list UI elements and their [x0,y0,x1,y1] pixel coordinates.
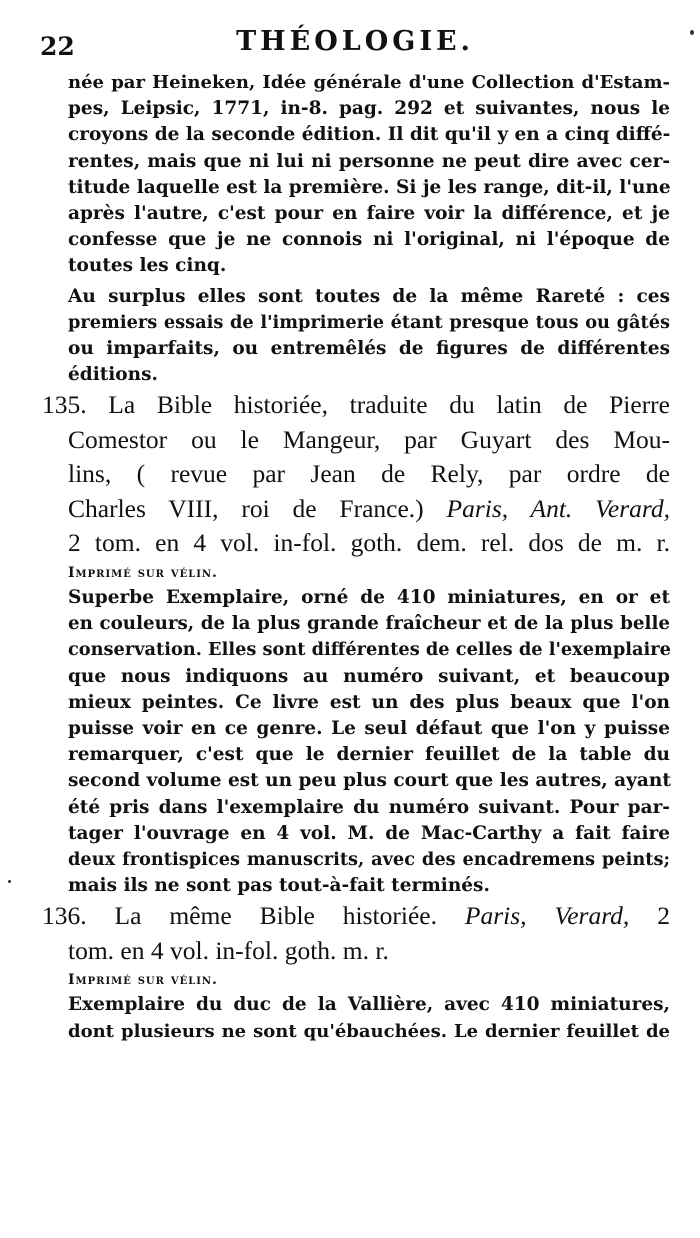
entry-title-line: lins, ( revue par Jean de Rely, par ordre de [68,459,670,489]
text-line: premiers essais de l'imprimerie étant presque tous ou gâtés [68,311,670,333]
text-line: née par Heineken, Idée générale d'une Collection d'Estam- [68,72,670,93]
entry-135 [42,388,671,899]
entry-title-line: 2 tom. en 4 vol. in-fol. goth. dem. rel. dos de m. r. [68,528,670,558]
text-line: mais ils ne sont pas tout-à-fait terminés. [68,875,490,897]
text-line: toutes les cinq. [68,255,227,277]
vellum-note: Imprimé sur vélin. [68,564,218,581]
text-line: éditions. [68,364,158,386]
ink-speck [690,30,694,35]
text-line: second volume est un peu plus court que les autres, ayant [68,770,671,792]
entry-imprint: Paris, Ant. Verard, [446,493,670,523]
text-line: titude laquelle est la première. Si je les range, dit-il, l'une [68,176,671,198]
entry-title-line [68,492,670,527]
paragraph-rarete [68,284,670,389]
entry-title-text: 136. La même Bible historiée. [42,901,465,931]
text-line: dont plusieurs ne sont qu'ébauchées. Le dernier feuillet de [68,1020,670,1042]
entry-title-line [42,899,670,934]
page-text [42,70,671,1045]
entry-title-text: 2 [629,901,670,931]
ink-speck [8,880,11,883]
running-title: THÉOLOGIE. [236,26,474,57]
text-line: mieux peintes. Ce livre est un des plus beaux que l'on [68,691,670,713]
entry-title-line: 135. La Bible historiée, traduite du latin de Pierre [42,390,670,420]
entry-136 [42,899,670,1044]
text-line: ou imparfaits, ou entremêlés de figures de différentes [68,338,670,360]
text-line: croyons de la seconde édition. Il dit qu'il y en a cinq diffé- [68,124,671,146]
text-line: pes, Leipsic, 1771, in-8. pag. 292 et suivantes, nous le [68,98,670,120]
entry-title-line: Comestor ou le Mangeur, par Guyart des Mou- [68,424,670,454]
page-header [40,26,670,62]
text-line: été pris dans l'exemplaire du numéro suivant. Pour par- [68,796,670,818]
text-line: que nous indiquons au numéro suivant, et beaucoup [68,665,670,687]
text-line: tager l'ouvrage en 4 vol. M. de Mac-Carthy a fait faire [68,822,670,844]
text-line: remarquer, c'est que le dernier feuillet de la table du [68,744,670,766]
text-line: deux frontispices manuscrits, avec des encadremens peints; [68,848,670,870]
text-line: Exemplaire du duc de la Vallière, avec 410 miniatures, [68,994,670,1016]
entry-description [68,992,670,1044]
text-line: après l'autre, c'est pour en faire voir la différence, et je [68,203,670,225]
text-line: puisse voir en ce genre. Le seul défaut que l'on y puisse [68,717,670,739]
entry-description [68,585,670,899]
entry-imprint: Paris, Verard, [464,901,630,931]
text-line: conservation. Elles sont différentes de celles de l'exemplaire [68,639,671,661]
text-line: confesse que je ne connois ni l'original, ni l'époque de [68,229,670,251]
paragraph-heineken [68,70,670,280]
entry-title-line: tom. en 4 vol. in-fol. goth. m. r. [68,935,389,965]
page-number: 22 [40,32,75,61]
entry-title-text: Charles VIII, roi de France.) [68,493,447,523]
text-line: Superbe Exemplaire, orné de 410 miniatures, en or et [68,586,670,608]
text-line: rentes, mais que ni lui ni personne ne peut dire avec cer- [68,150,670,172]
text-line: en couleurs, de la plus grande fraîcheur et de la plus belle [68,613,670,635]
text-line: Au surplus elles sont toutes de la même Rareté : ces [68,285,670,307]
vellum-note: Imprimé sur vélin. [68,972,218,989]
